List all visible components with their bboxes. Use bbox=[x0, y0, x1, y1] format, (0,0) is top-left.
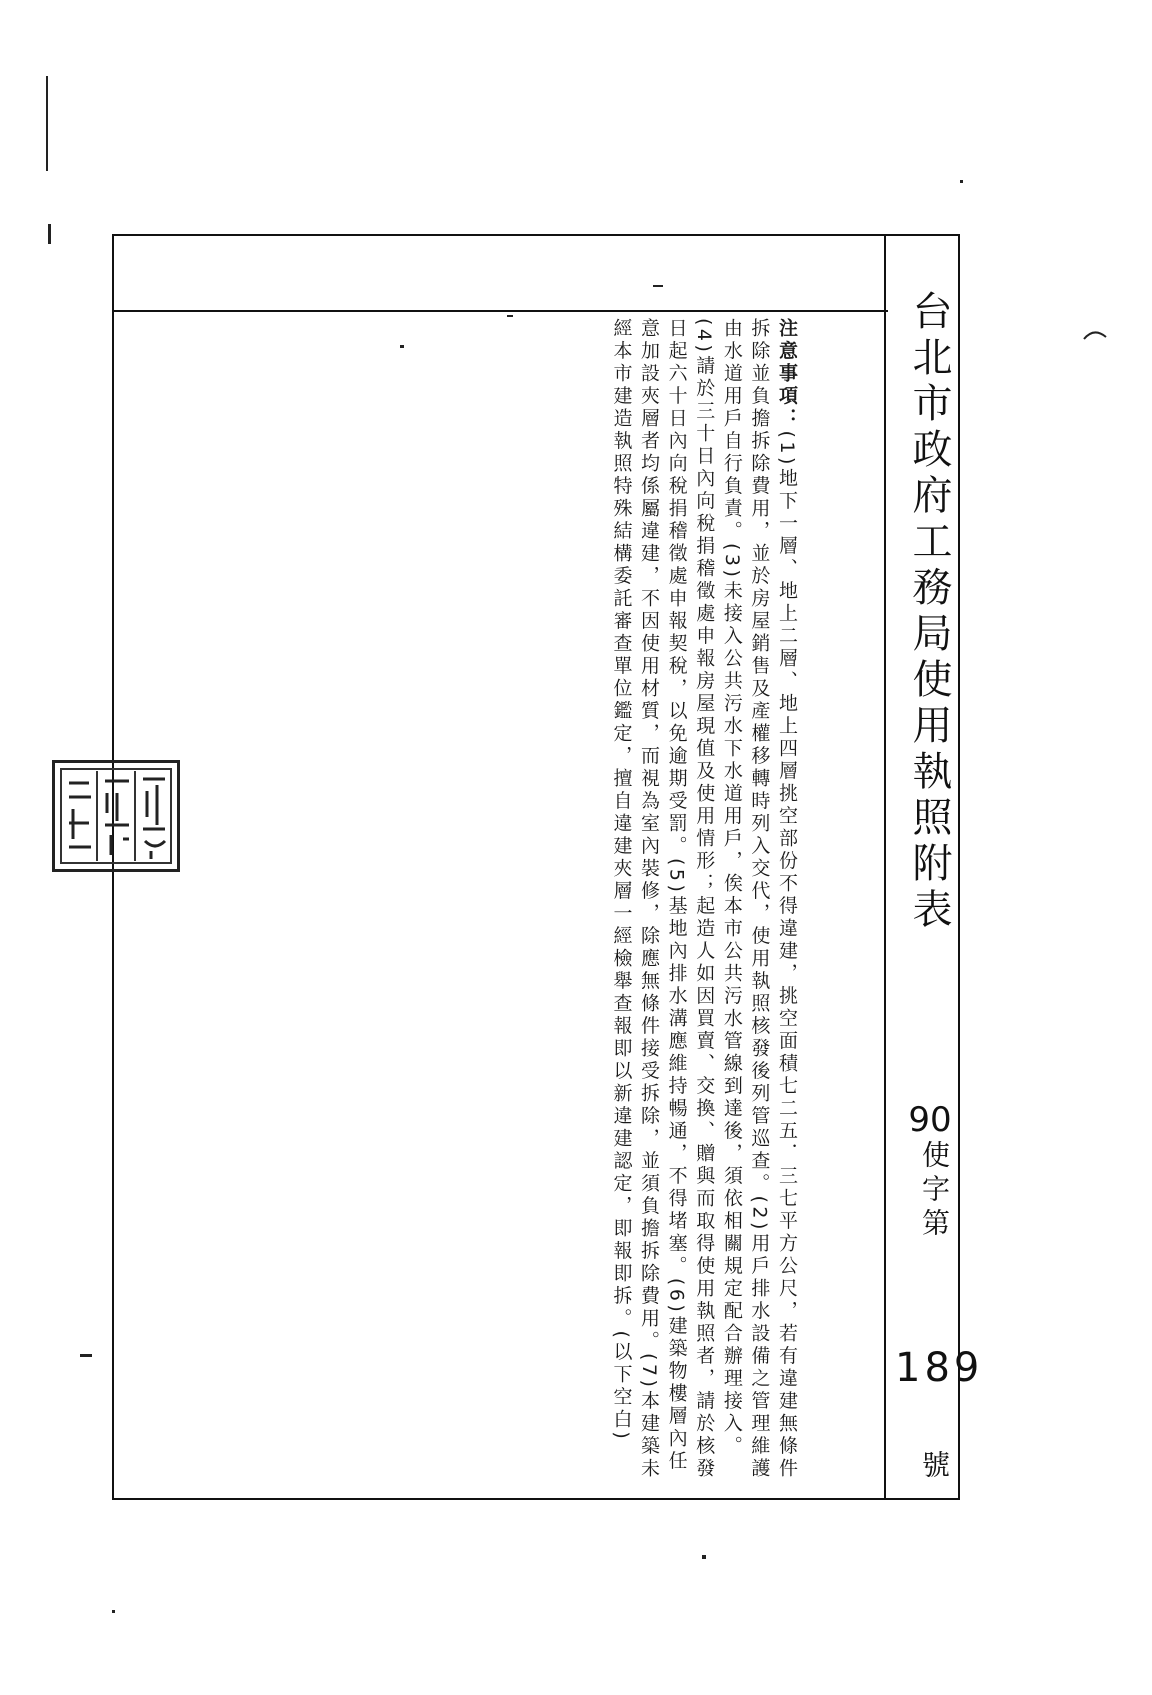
edge-mark-icon bbox=[1080, 325, 1110, 355]
scan-mark bbox=[80, 1354, 92, 1357]
official-seal-stamp-icon bbox=[52, 760, 180, 872]
scan-mark bbox=[702, 1555, 706, 1559]
notes-text bbox=[568, 318, 800, 1483]
scan-mark bbox=[960, 180, 963, 183]
scan-mark bbox=[48, 224, 51, 244]
form-frame bbox=[112, 234, 960, 1500]
document-number-prefix: 使字第 bbox=[918, 1140, 951, 1242]
notes-label: 注意事項： bbox=[776, 318, 798, 431]
header-band bbox=[114, 236, 888, 312]
notes-body: (1)地下一層、地上二層、地上四層挑空部份不得違建，挑空面積七二五．三七平方公尺，若有違建無條件拆除並負擔拆除費用，並於房屋銷售及產權移轉時列入交代，使用執照核發後列管巡查。(2)用戶排水設備之管理維護由水道用戶自行負責。(3)未接入公共污水下水道用戶，俟本市公共污水管線到達後，須依相關規定配合辦理接入。(4)請於三十日內向稅捐稽徵處申報房屋現值及使用情形；起造人如因買賣、交換、贈與而取得使用執照者，請於核發日起六十日內向稅捐稽徵處申報契稅，以免逾期受罰。(5)基地內排水溝應維持暢通，不得堵塞。(6)建築物樓層內任意加設夾層者均係屬違建，不因使用材質，而視為室內裝修，除應無條件接受拆除，並須負擔拆除費用。(7)本建築未經本市建造執照特殊結構委託審查單位鑑定，擅自違建夾層一經檢舉查報即以新違建認定，即報即拆。(以下空白) bbox=[610, 318, 798, 1481]
scan-mark bbox=[46, 76, 48, 171]
document-title: 台北市政府工務局使用執照附表 bbox=[906, 290, 952, 934]
document-number-suffix: 號 bbox=[918, 1450, 951, 1478]
scan-mark bbox=[112, 1610, 115, 1613]
document-number-value: 189 bbox=[895, 1345, 984, 1391]
document-number-year: 90 bbox=[908, 1100, 952, 1140]
